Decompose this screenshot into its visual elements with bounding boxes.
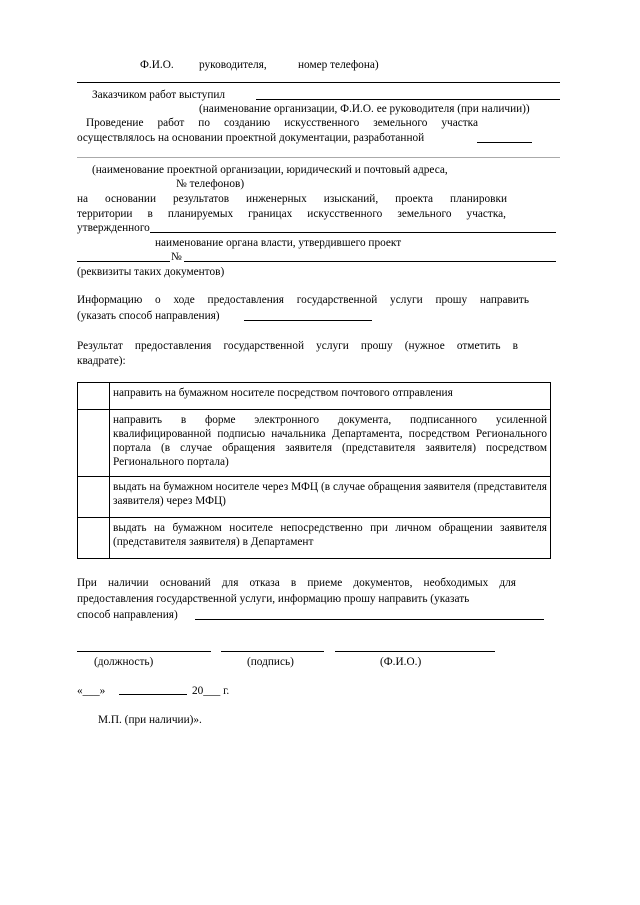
option-checkbox[interactable] [78,410,110,477]
basis-line2: территории в планируемых границах искусственного земельного участка, [77,208,506,220]
basis-line1: на основании результатов инженерных изысканий, проекта планировки [77,193,507,205]
result-options-table [77,382,551,559]
fio-hint: (Ф.И.О.) [380,656,422,668]
customer-label: Заказчиком работ выступил [92,89,226,101]
refusal-line3: способ направления) [77,609,178,621]
developer-line[interactable] [77,157,560,158]
header-head-hint: руководителя, [199,59,267,71]
approved-field[interactable] [150,232,556,233]
option-text: выдать на бумажном носителе непосредственно при личном обращении заявителя (представителя заявителя) в Департамент [110,518,551,559]
info-request-line1: Информацию о ходе предоставления государственной услуги прошу направить [77,294,529,306]
option-text: направить в форме электронного документа, подписанного усиленной квалифицированной подписью начальника Департамента, посредством Регионального портала (в случае обращения заявителя (представителя заявителя) посредством Регионального портала) [110,410,551,477]
option-row [78,477,551,518]
option-checkbox[interactable] [78,477,110,518]
date-day: «___» [77,685,106,697]
position-hint: (должность) [94,656,154,668]
sign-field[interactable] [221,651,324,652]
refusal-method-field[interactable] [195,619,544,620]
header-underline [77,82,560,83]
option-checkbox[interactable] [78,383,110,410]
option-checkbox[interactable] [78,518,110,559]
date-month-field[interactable] [119,694,187,695]
number-sign: № [171,251,182,263]
option-row [78,383,551,410]
conducting-line1: Проведение работ по созданию искусственного земельного участка [86,117,478,129]
option-row [78,518,551,559]
header-fio-hint: Ф.И.О. [140,59,174,71]
basis-line3: утвержденного [77,222,150,234]
developer-field[interactable] [477,142,532,143]
number-field[interactable] [184,261,556,262]
conducting-line2: осуществлялось на основании проектной документации, разработанной [77,132,425,144]
project-org-hint-2: № телефонов) [176,178,245,190]
result-request-line2: квадрате): [77,355,126,367]
header-phone-hint: номер телефона) [298,59,379,71]
requisites-hint: (реквизиты таких документов) [77,266,225,278]
info-request-line2: (указать способ направления) [77,310,220,322]
stamp-note: М.П. (при наличии)». [98,714,202,726]
date-year: 20___ г. [192,685,230,697]
position-field[interactable] [77,651,211,652]
authority-hint: наименование органа власти, утвердившего проект [155,237,402,249]
project-org-hint-1: (наименование проектной организации, юридический и почтовый адреса, [92,164,448,176]
refusal-line1: При наличии оснований для отказа в приеме документов, необходимых для [77,577,516,589]
fio-field[interactable] [335,651,495,652]
option-text: выдать на бумажном носителе через МФЦ (в случае обращения заявителя (представителя заявителя) через МФЦ) [110,477,551,518]
info-method-field[interactable] [244,320,372,321]
customer-hint: (наименование организации, Ф.И.О. ее руководителя (при наличии)) [199,103,530,115]
customer-field[interactable] [256,99,560,100]
option-row [78,410,551,477]
sign-hint: (подпись) [247,656,294,668]
result-request-line1: Результат предоставления государственной услуги прошу (нужное отметить в [77,340,518,352]
refusal-line2: предоставления государственной услуги, информацию прошу направить (указать [77,593,470,605]
option-text: направить на бумажном носителе посредством почтового отправления [110,383,551,410]
date-field[interactable] [77,261,170,262]
